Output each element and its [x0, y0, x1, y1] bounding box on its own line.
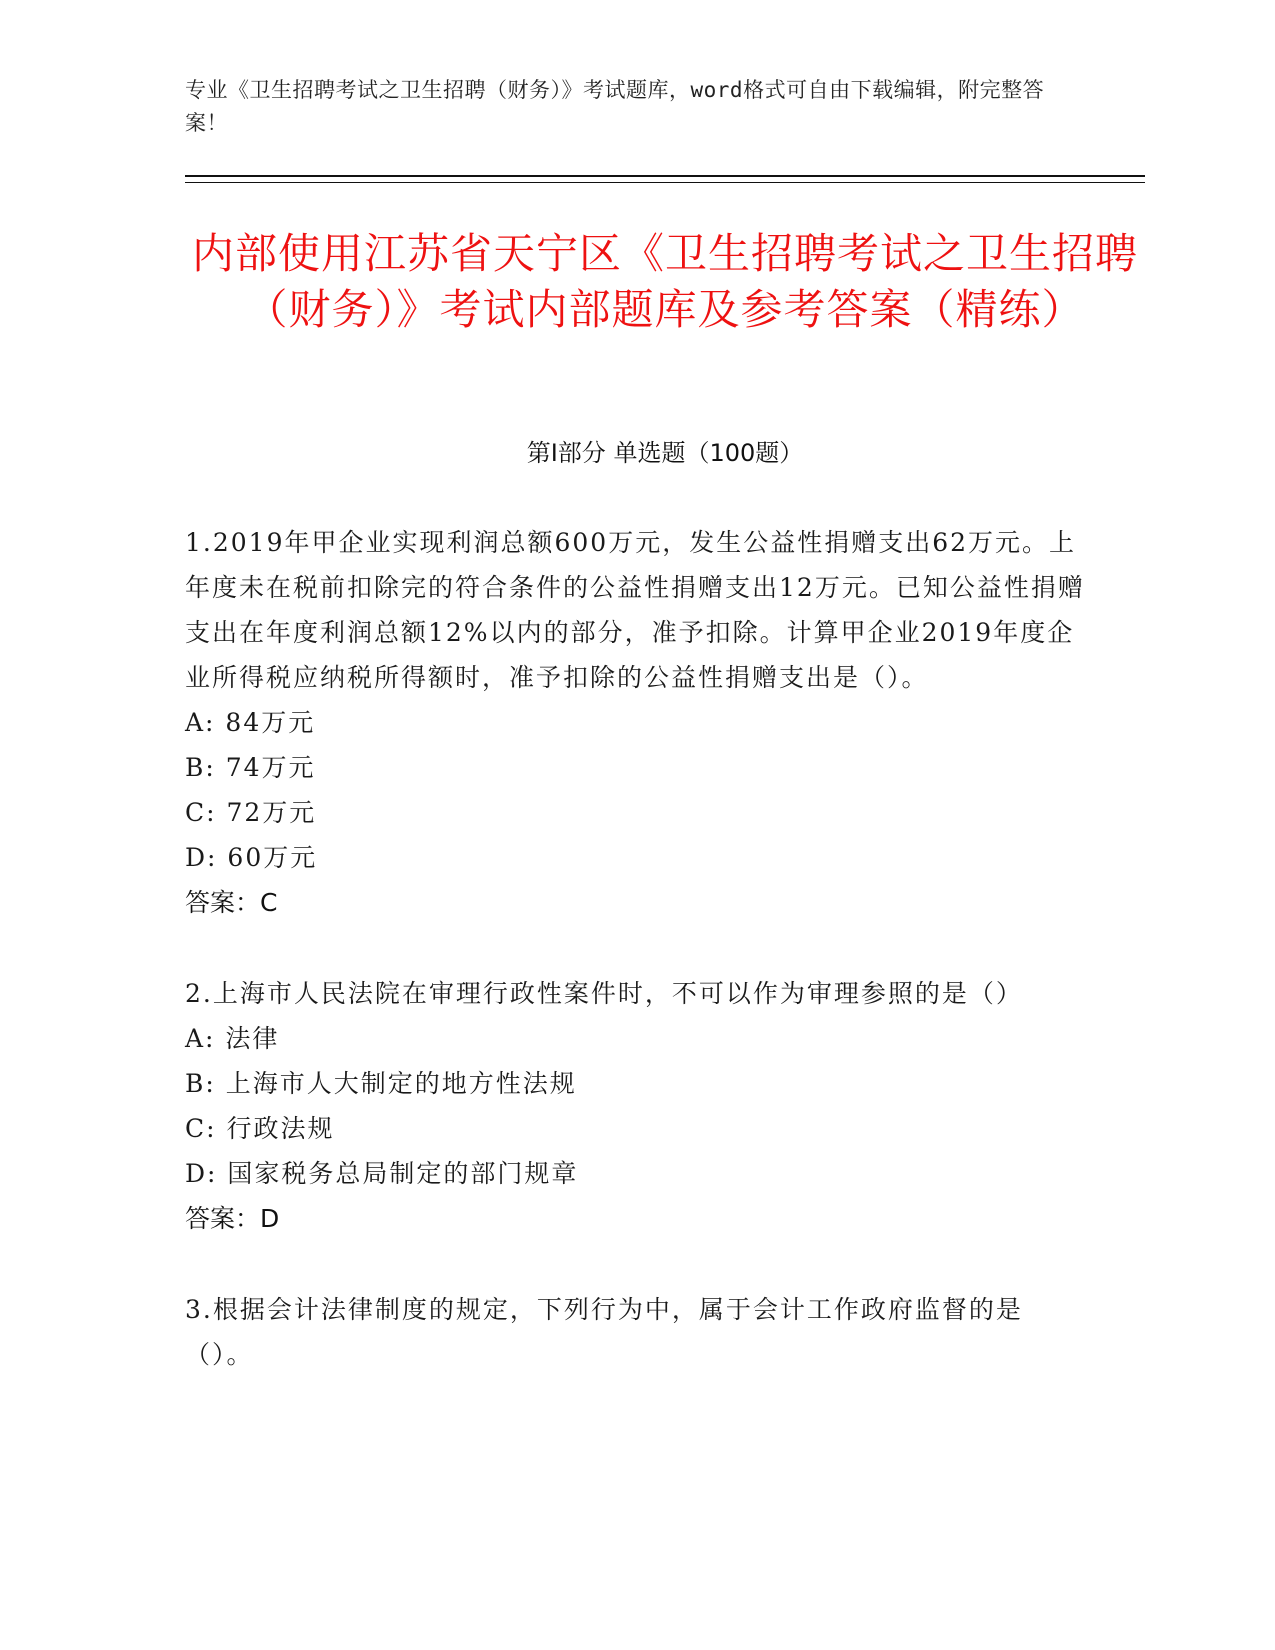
option-b: B: 上海市人大制定的地方性法规	[185, 1069, 577, 1098]
question-text: 3.根据会计法律制度的规定，下列行为中，属于会计工作政府监督的是（）。	[185, 1295, 1023, 1369]
option-a: A: 84万元	[185, 708, 316, 737]
document-title: 内部使用江苏省天宁区《卫生招聘考试之卫生招聘（财务）》考试内部题库及参考答案（精练）	[191, 229, 1138, 334]
answer-label: 答案：D	[185, 1204, 280, 1233]
question-1	[185, 520, 1085, 925]
question-3	[185, 1287, 1085, 1377]
option-c: C: 72万元	[185, 798, 317, 827]
option-d: D: 国家税务总局制定的部门规章	[185, 1159, 579, 1188]
section-title: 第Ⅰ部分 单选题（100题）	[526, 439, 804, 467]
header-divider	[185, 175, 1145, 177]
answer-label: 答案：C	[185, 888, 278, 917]
option-a: A: 法律	[185, 1024, 280, 1053]
option-b: B: 74万元	[185, 753, 316, 782]
question-list	[185, 520, 1085, 1423]
header-divider-thin	[185, 182, 1145, 183]
option-c: C: 行政法规	[185, 1114, 335, 1143]
question-2	[185, 971, 1085, 1241]
question-text: 2.上海市人民法院在审理行政性案件时，不可以作为审理参照的是（）	[185, 979, 1023, 1008]
header-note: 专业《卫生招聘考试之卫生招聘（财务）》考试题库，word格式可自由下载编辑，附完整答案！	[185, 78, 1045, 135]
option-d: D: 60万元	[185, 843, 318, 872]
question-text: 1.2019年甲企业实现利润总额600万元，发生公益性捐赠支出62万元。上年度未在税前扣除完的符合条件的公益性捐赠支出12万元。已知公益性捐赠支出在年度利润总额12%以内的部分，准予扣除。计算甲企业2019年度企业所得税应纳税所得额时，准予扣除的公益性捐赠支出是（）。	[185, 528, 1085, 692]
